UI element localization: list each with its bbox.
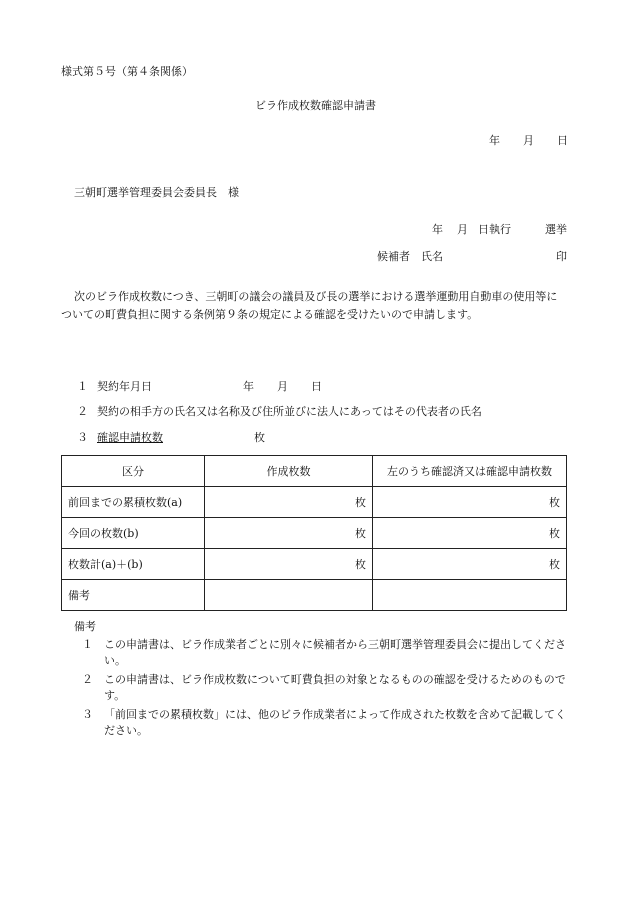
confirmed-count-cell: 枚 — [373, 549, 567, 580]
addressee: 三朝町選挙管理委員会委員長 様 — [74, 186, 239, 199]
item-1-number: １ — [77, 380, 88, 393]
note-3-text: 「前回までの累積枚数」には、他のビラ作成業者によって作成された枚数を含めて記載してください。 — [104, 708, 566, 737]
confirmed-count-cell — [373, 580, 567, 611]
count-table — [61, 455, 567, 611]
confirmed-count-cell: 枚 — [373, 518, 567, 549]
confirmed-count-cell: 枚 — [373, 487, 567, 518]
body-line-2: ついての町費負担に関する条例第９条の規定による確認を受けたいので申請します。 — [61, 308, 479, 321]
date-month: 月 — [523, 134, 534, 147]
date-year: 年 — [489, 134, 500, 147]
row-label: 枚数計(a)＋(b) — [62, 549, 205, 580]
note-item-3 — [82, 707, 568, 739]
header-confirmed-count: 左のうち確認済又は確認申請枚数 — [373, 456, 567, 487]
seal-mark: 印 — [556, 250, 567, 263]
item-3-unit: 枚 — [254, 431, 265, 444]
item-2-label: 契約の相手方の氏名又は名称及び住所並びに法人にあってはその代表者の氏名 — [97, 405, 482, 418]
election-label: 選挙 — [545, 223, 567, 236]
table-row — [62, 580, 567, 611]
item-1-day: 日 — [311, 380, 322, 393]
created-count-cell — [205, 580, 373, 611]
note-2-text: この申請書は、ビラ作成枚数について町費負担の対象となるものの確認を受けるためのものです。 — [104, 673, 566, 702]
notes-heading: 備考 — [74, 620, 96, 633]
item-1-year: 年 — [243, 380, 254, 393]
row-label: 備考 — [62, 580, 205, 611]
item-3-field — [97, 431, 262, 445]
note-1-number: １ — [82, 638, 93, 651]
table-row — [62, 518, 567, 549]
date-day: 日 — [557, 134, 568, 147]
note-1-text: この申請書は、ビラ作成業者ごとに別々に候補者から三朝町選挙管理委員会に提出してください。 — [104, 638, 566, 667]
row-label: 今回の枚数(b) — [62, 518, 205, 549]
table-header-row — [62, 456, 567, 487]
item-3-number: ３ — [77, 431, 88, 444]
item-1-label: 契約年月日 — [97, 380, 152, 393]
table-row — [62, 487, 567, 518]
note-2-number: ２ — [82, 673, 93, 686]
note-item-1 — [82, 637, 568, 669]
header-category: 区分 — [62, 456, 205, 487]
created-count-cell: 枚 — [205, 549, 373, 580]
row-label: 前回までの累積枚数(a) — [62, 487, 205, 518]
created-count-cell: 枚 — [205, 518, 373, 549]
created-count-cell: 枚 — [205, 487, 373, 518]
election-month: 月 — [457, 223, 468, 236]
candidate-label: 候補者 — [377, 250, 410, 263]
election-year: 年 — [432, 223, 443, 236]
body-line-1: 次のビラ作成枚数につき、三朝町の議会の議員及び長の選挙における選挙運動用自動車の使用等に — [74, 290, 558, 303]
note-3-number: ３ — [82, 708, 93, 721]
document-title: ビラ作成枚数確認申請書 — [255, 99, 376, 112]
item-3-label: 確認申請枚数 — [97, 431, 163, 444]
candidate-name-label: 氏名 — [421, 250, 443, 263]
note-item-2 — [82, 672, 568, 704]
table-row — [62, 549, 567, 580]
item-2-number: ２ — [77, 405, 88, 418]
item-1-month: 月 — [277, 380, 288, 393]
header-created-count: 作成枚数 — [205, 456, 373, 487]
election-day-exec: 日執行 — [478, 223, 511, 236]
form-number: 様式第５号（第４条関係） — [61, 65, 193, 78]
